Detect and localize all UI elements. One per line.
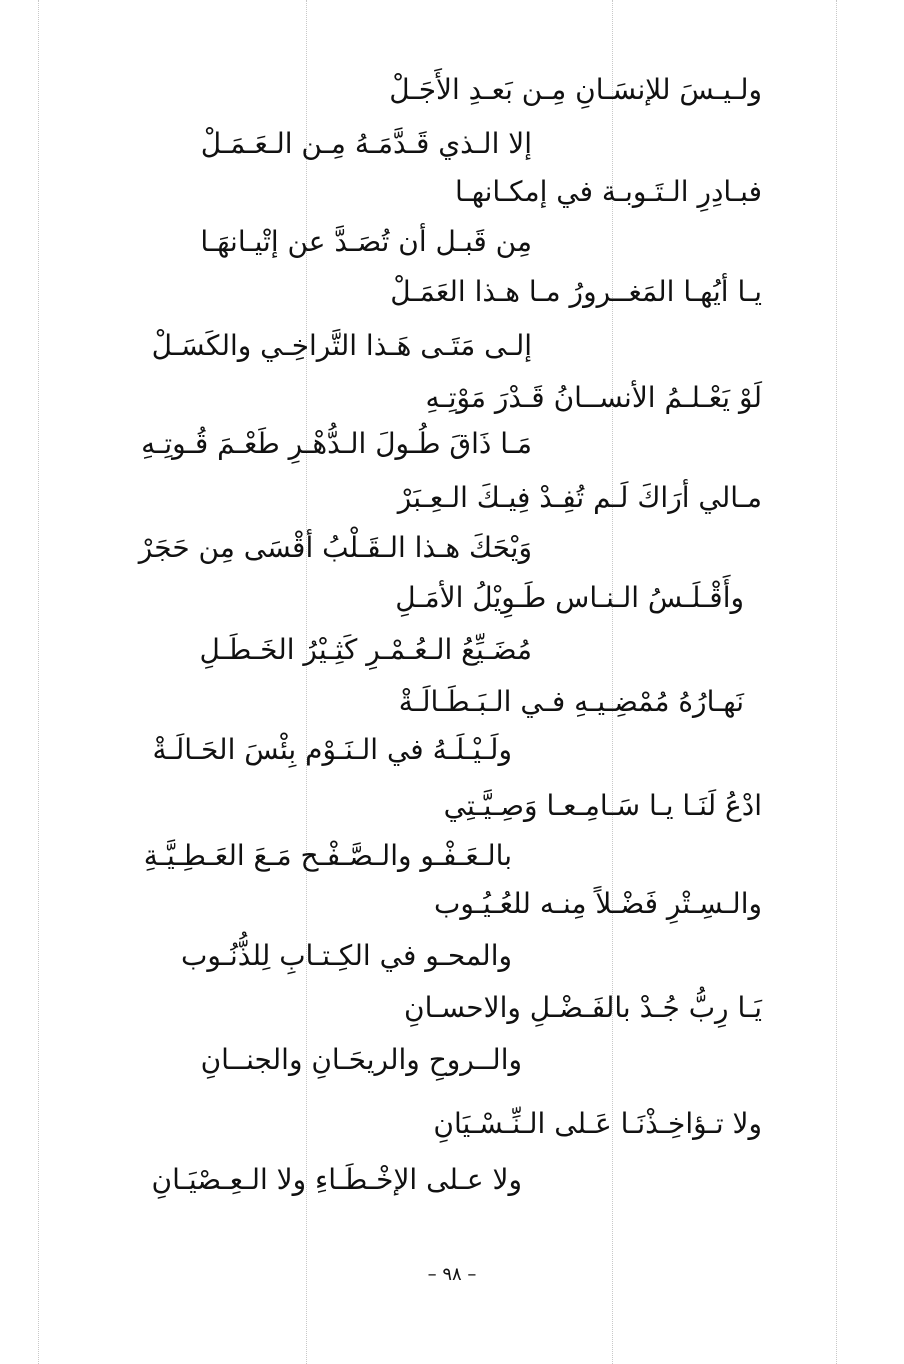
verse-5: يـا أيُهـا المَغــرورُ مـا هـذا العَمَـلْ [390, 275, 762, 308]
verse-11: وأَقْـلَـسُ الـنـاس طَـوِيْلُ الأمَـلِ [395, 581, 744, 614]
verse-16: بالـعَـفْـو والـصَّـفْـح مَـعَ العَـطِـيَّـةِ [143, 839, 512, 872]
verse-1: ولـيـسَ للإنسَـانِ مِـن بَعـدِ الأَجَـلْ [389, 73, 762, 106]
verse-8: مَـا ذَاقَ طُـولَ الـدُّهْـرِ طَعْـمَ قُـوتِـهِ [141, 427, 532, 460]
verse-17: والـسِـتْرِ فَضْـلاً مِنـه للعُـيُـوب [433, 887, 762, 920]
verse-4: مِن قَبـل أن تُصَـدَّ عن إتْيـانهَـا [200, 225, 532, 258]
verse-14: ولَـيْـلَـهُ في الـنَـوْم بِئْسَ الحَـالَـةْ [152, 733, 512, 766]
verse-21: ولا تـؤاخِـذْنَـا عَـلى الـنِّـسْـيَانِ [433, 1107, 762, 1140]
verse-19: يَـا رِبُّ جُـدْ بالفَـضْـلِ والاحسـانِ [404, 991, 762, 1024]
verse-20: والــروحِ والريحَـانِ والجنــانِ [200, 1043, 522, 1076]
verse-12: مُضَـيِّعُ الـعُـمْـرِ كَثِـيْرُ الخَـطَـلِ [199, 633, 532, 666]
verse-15: ادْعُ لَنَـا يـا سَـامِـعـا وَصِـيَّـتِي [443, 789, 762, 822]
verse-10: وَيْحَكَ هـذا الـقَـلْبُ أقْسَى مِن حَجَرْ [138, 531, 532, 564]
page-number: – ٩٨ – [427, 1264, 477, 1285]
verse-18: والمحـو في الكِـتـابِ لِلذُّنُـوب [180, 939, 512, 972]
verse-7: لَوْ يَعْـلـمُ الأنســانُ قَـدْرَ مَوْتِـهِ [425, 381, 762, 414]
verse-9: مـالي أرَاكَ لَـم تُفِـدْ فِيـكَ الـعِـبَرْ [397, 481, 762, 514]
verse-22: ولا عـلى الإخْـطَـاءِ ولا الـعِـصْيَـانِ [151, 1163, 522, 1196]
verse-6: إلـى مَتَـى هَـذا التَّراخِـي والكَسَـلْ [151, 329, 532, 362]
verse-2: إلا الـذي قَـدَّمَـهُ مِـن الـعَـمَـلْ [200, 127, 532, 160]
verse-3: فبـادِرِ الـتَـوبـة في إمكـانهـا [454, 175, 762, 208]
verse-13: نَهـارُهُ مُمْضِـيـهِ فـي الـبَـطَـالَـةْ [398, 685, 744, 718]
